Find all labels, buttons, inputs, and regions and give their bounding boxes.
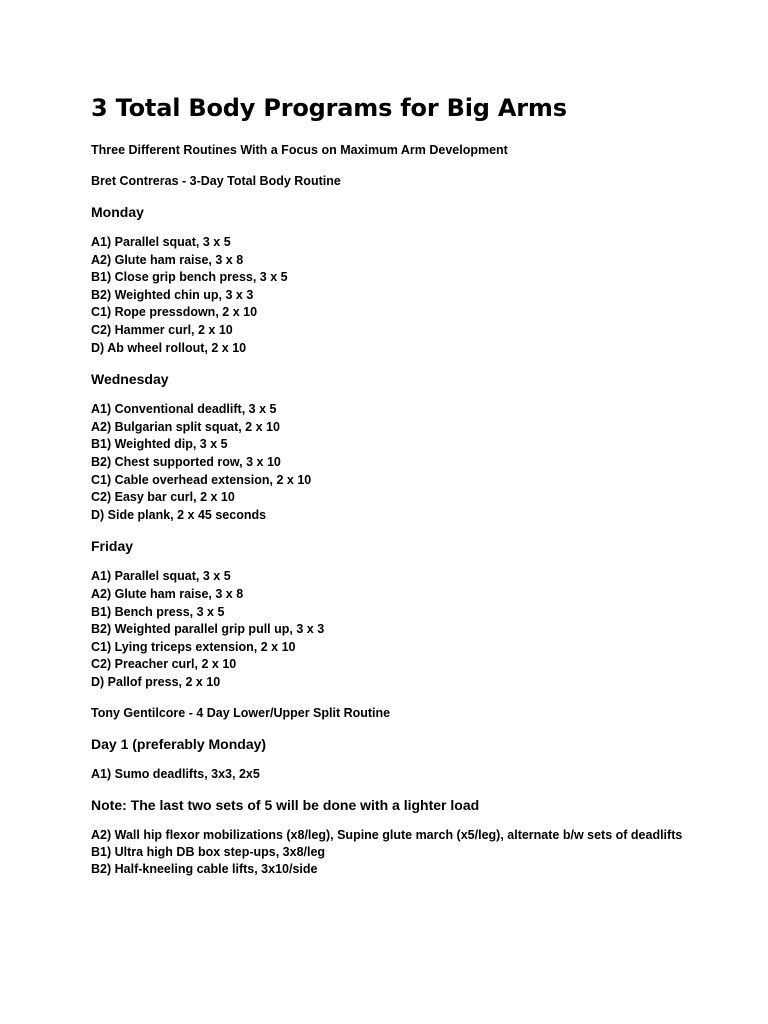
day-heading-day1: Day 1 (preferably Monday) [91, 736, 267, 753]
exercise-list-day1-rest [91, 827, 731, 878]
exercise-item: A1) Conventional deadlift, 3 x 5 [91, 402, 277, 417]
exercise-item: B2) Chest supported row, 3 x 10 [91, 454, 281, 469]
routine-title-tony: Tony Gentilcore - 4 Day Lower/Upper Split Routine [91, 706, 391, 721]
exercise-item: C2) Easy bar curl, 2 x 10 [91, 490, 235, 505]
exercise-item: D) Side plank, 2 x 45 seconds [91, 507, 267, 522]
exercise-item: C1) Cable overhead extension, 2 x 10 [91, 472, 312, 487]
exercise-item: A2) Bulgarian split squat, 2 x 10 [91, 419, 280, 434]
exercise-list-monday [91, 234, 731, 357]
exercise-list-friday [91, 568, 731, 691]
exercise-item: B1) Weighted dip, 3 x 5 [91, 437, 228, 452]
exercise-list-wednesday [91, 401, 731, 524]
document-title: 3 Total Body Programs for Big Arms [91, 94, 567, 122]
exercise-item: C1) Rope pressdown, 2 x 10 [91, 305, 258, 320]
exercise-item: A1) Sumo deadlifts, 3x3, 2x5 [91, 767, 260, 782]
exercise-item: A1) Parallel squat, 3 x 5 [91, 569, 231, 584]
exercise-item: A2) Glute ham raise, 3 x 8 [91, 586, 244, 601]
exercise-item: C2) Preacher curl, 2 x 10 [91, 657, 237, 672]
exercise-item: A2) Glute ham raise, 3 x 8 [91, 252, 244, 267]
day-heading-wednesday: Wednesday [91, 371, 169, 388]
document-subtitle: Three Different Routines With a Focus on Maximum Arm Development [91, 143, 508, 157]
exercise-item: C2) Hammer curl, 2 x 10 [91, 322, 233, 337]
routine-title-bret: Bret Contreras - 3-Day Total Body Routine [91, 174, 341, 188]
exercise-item: B2) Weighted chin up, 3 x 3 [91, 287, 254, 302]
exercise-list-day1-first [91, 766, 731, 784]
exercise-item: D) Ab wheel rollout, 2 x 10 [91, 340, 247, 355]
day-heading-monday: Monday [91, 204, 144, 220]
exercise-item: C1) Lying triceps extension, 2 x 10 [91, 639, 296, 654]
exercise-item: B1) Ultra high DB box step-ups, 3x8/leg [91, 845, 326, 860]
exercise-item: B1) Close grip bench press, 3 x 5 [91, 270, 288, 285]
exercise-item: A2) Wall hip flexor mobilizations (x8/leg), Supine glute march (x5/leg), alternate b/w sets of deadlifts [91, 828, 683, 843]
exercise-item: B2) Half-kneeling cable lifts, 3x10/side [91, 862, 318, 877]
exercise-item: D) Pallof press, 2 x 10 [91, 674, 221, 689]
exercise-item: B1) Bench press, 3 x 5 [91, 604, 225, 619]
exercise-item: A1) Parallel squat, 3 x 5 [91, 235, 231, 249]
exercise-item: B2) Weighted parallel grip pull up, 3 x 3 [91, 622, 325, 637]
day-heading-friday: Friday [91, 538, 134, 555]
document-page [91, 92, 731, 878]
load-note: Note: The last two sets of 5 will be done with a lighter load [91, 797, 480, 814]
